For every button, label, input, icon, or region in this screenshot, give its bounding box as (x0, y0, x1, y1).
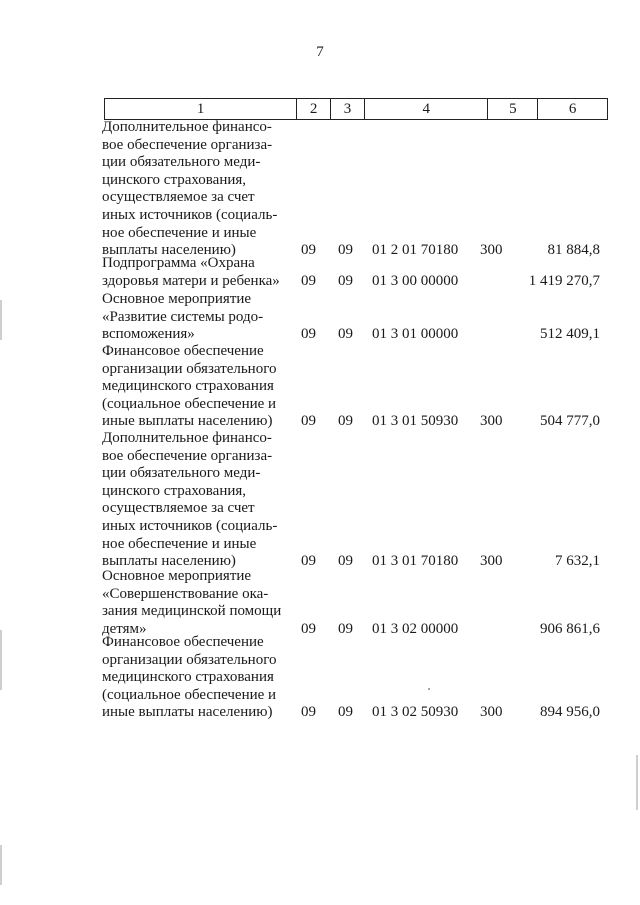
row-subsection: 09 (338, 413, 353, 430)
row-section: 09 (301, 704, 316, 721)
row-name-line: ное обеспечение и иные (102, 535, 257, 552)
row-name (102, 255, 294, 290)
row-name-line: здоровья матери и ребенка» (102, 272, 280, 289)
table-row (0, 255, 640, 290)
row-target-code: 01 3 02 00000 (372, 620, 459, 637)
row-name-line: Основное мероприятие (102, 568, 252, 584)
row-name-line: ции обязательного меди- (102, 465, 261, 482)
row-expense-type: 300 (480, 242, 503, 259)
table-row (0, 119, 640, 260)
row-target-code: 01 3 02 50930 (372, 704, 459, 721)
row-amount: 894 956,0 (540, 704, 600, 721)
table-row (0, 634, 640, 722)
row-name (102, 291, 294, 344)
row-subsection: 09 (338, 620, 353, 637)
row-expense-type: 300 (480, 704, 503, 721)
row-name-line: иные выплаты населению) (102, 413, 273, 430)
row-name-line: вое обеспечение организа- (102, 447, 273, 464)
table-row (0, 430, 640, 571)
row-name (102, 119, 294, 260)
header-col-3: 3 (330, 99, 364, 119)
row-amount: 1 419 270,7 (528, 272, 600, 289)
row-name-line: осуществляемое за счет (102, 189, 255, 206)
table-header (104, 98, 608, 120)
row-name (102, 568, 294, 638)
row-name-line: медицинского страхования (102, 378, 274, 395)
row-name-line: Финансовое обеспечение (102, 634, 264, 650)
row-name (102, 430, 294, 571)
row-name-line: (социальное обеспечение и (102, 686, 277, 703)
row-section: 09 (301, 620, 316, 637)
row-amount: 512 409,1 (540, 326, 600, 343)
row-section: 09 (301, 326, 316, 343)
page-number: 7 (316, 44, 324, 60)
row-name-line: «Развитие системы родо- (102, 308, 264, 325)
row-name-line: (социальное обеспечение и (102, 395, 277, 412)
row-name-line: детям» (102, 620, 147, 637)
row-name-line: Подпрограмма «Охрана (102, 255, 255, 271)
row-name-line: иных источников (социаль- (102, 517, 278, 534)
table-row (0, 343, 640, 431)
row-name-line: зания медицинской помощи (102, 603, 282, 620)
row-name-line: «Совершенствование ока- (102, 585, 269, 602)
row-subsection: 09 (338, 553, 353, 570)
table-row (0, 291, 640, 344)
scan-artifact (0, 300, 2, 340)
header-col-5: 5 (487, 99, 537, 119)
row-expense-type: 300 (480, 413, 503, 430)
row-name-line: цинского страхования, (102, 482, 247, 499)
row-name-line: выплаты населению) (102, 242, 236, 259)
row-name (102, 634, 294, 722)
row-target-code: 01 3 01 70180 (372, 553, 459, 570)
scan-artifact (0, 630, 2, 690)
row-name-line: организации обязательного (102, 651, 277, 668)
row-target-code: 01 3 00 00000 (372, 272, 459, 289)
scan-speck (428, 688, 430, 690)
row-subsection: 09 (338, 326, 353, 343)
row-name-line: иные выплаты населению) (102, 704, 273, 721)
row-name-line: организации обязательного (102, 360, 277, 377)
row-section: 09 (301, 413, 316, 430)
row-section: 09 (301, 272, 316, 289)
row-subsection: 09 (338, 242, 353, 259)
header-col-1: 1 (196, 100, 205, 117)
row-amount: 504 777,0 (540, 413, 600, 430)
header-col-2: 2 (296, 99, 330, 119)
row-name-line: Дополнительное финансо- (102, 119, 272, 135)
header-col-4: 4 (364, 99, 488, 119)
row-name-line: Основное мероприятие (102, 291, 252, 307)
row-name-line: Финансовое обеспечение (102, 343, 264, 359)
row-name-line: вспоможения» (102, 326, 195, 343)
row-target-code: 01 3 01 00000 (372, 326, 459, 343)
row-section: 09 (301, 553, 316, 570)
row-name-line: ции обязательного меди- (102, 154, 261, 171)
row-target-code: 01 3 01 50930 (372, 413, 459, 430)
row-target-code: 01 2 01 70180 (372, 242, 459, 259)
row-amount: 81 884,8 (547, 242, 600, 259)
row-name-line: ное обеспечение и иные (102, 224, 257, 241)
scan-artifact (636, 755, 638, 810)
row-amount: 906 861,6 (540, 620, 600, 637)
table-row (0, 568, 640, 638)
row-subsection: 09 (338, 272, 353, 289)
row-name-line: Дополнительное финансо- (102, 430, 272, 446)
row-expense-type: 300 (480, 553, 503, 570)
row-name-line: иных источников (социаль- (102, 206, 278, 223)
row-section: 09 (301, 242, 316, 259)
header-col-6: 6 (537, 99, 607, 119)
row-name-line: цинского страхования, (102, 171, 247, 188)
row-name-line: медицинского страхования (102, 669, 274, 686)
row-name-line: вое обеспечение организа- (102, 136, 273, 153)
row-amount: 7 632,1 (555, 553, 600, 570)
scan-artifact (0, 845, 2, 885)
row-name (102, 343, 294, 431)
row-name-line: выплаты населению) (102, 553, 236, 570)
row-subsection: 09 (338, 704, 353, 721)
row-name-line: осуществляемое за счет (102, 500, 255, 517)
